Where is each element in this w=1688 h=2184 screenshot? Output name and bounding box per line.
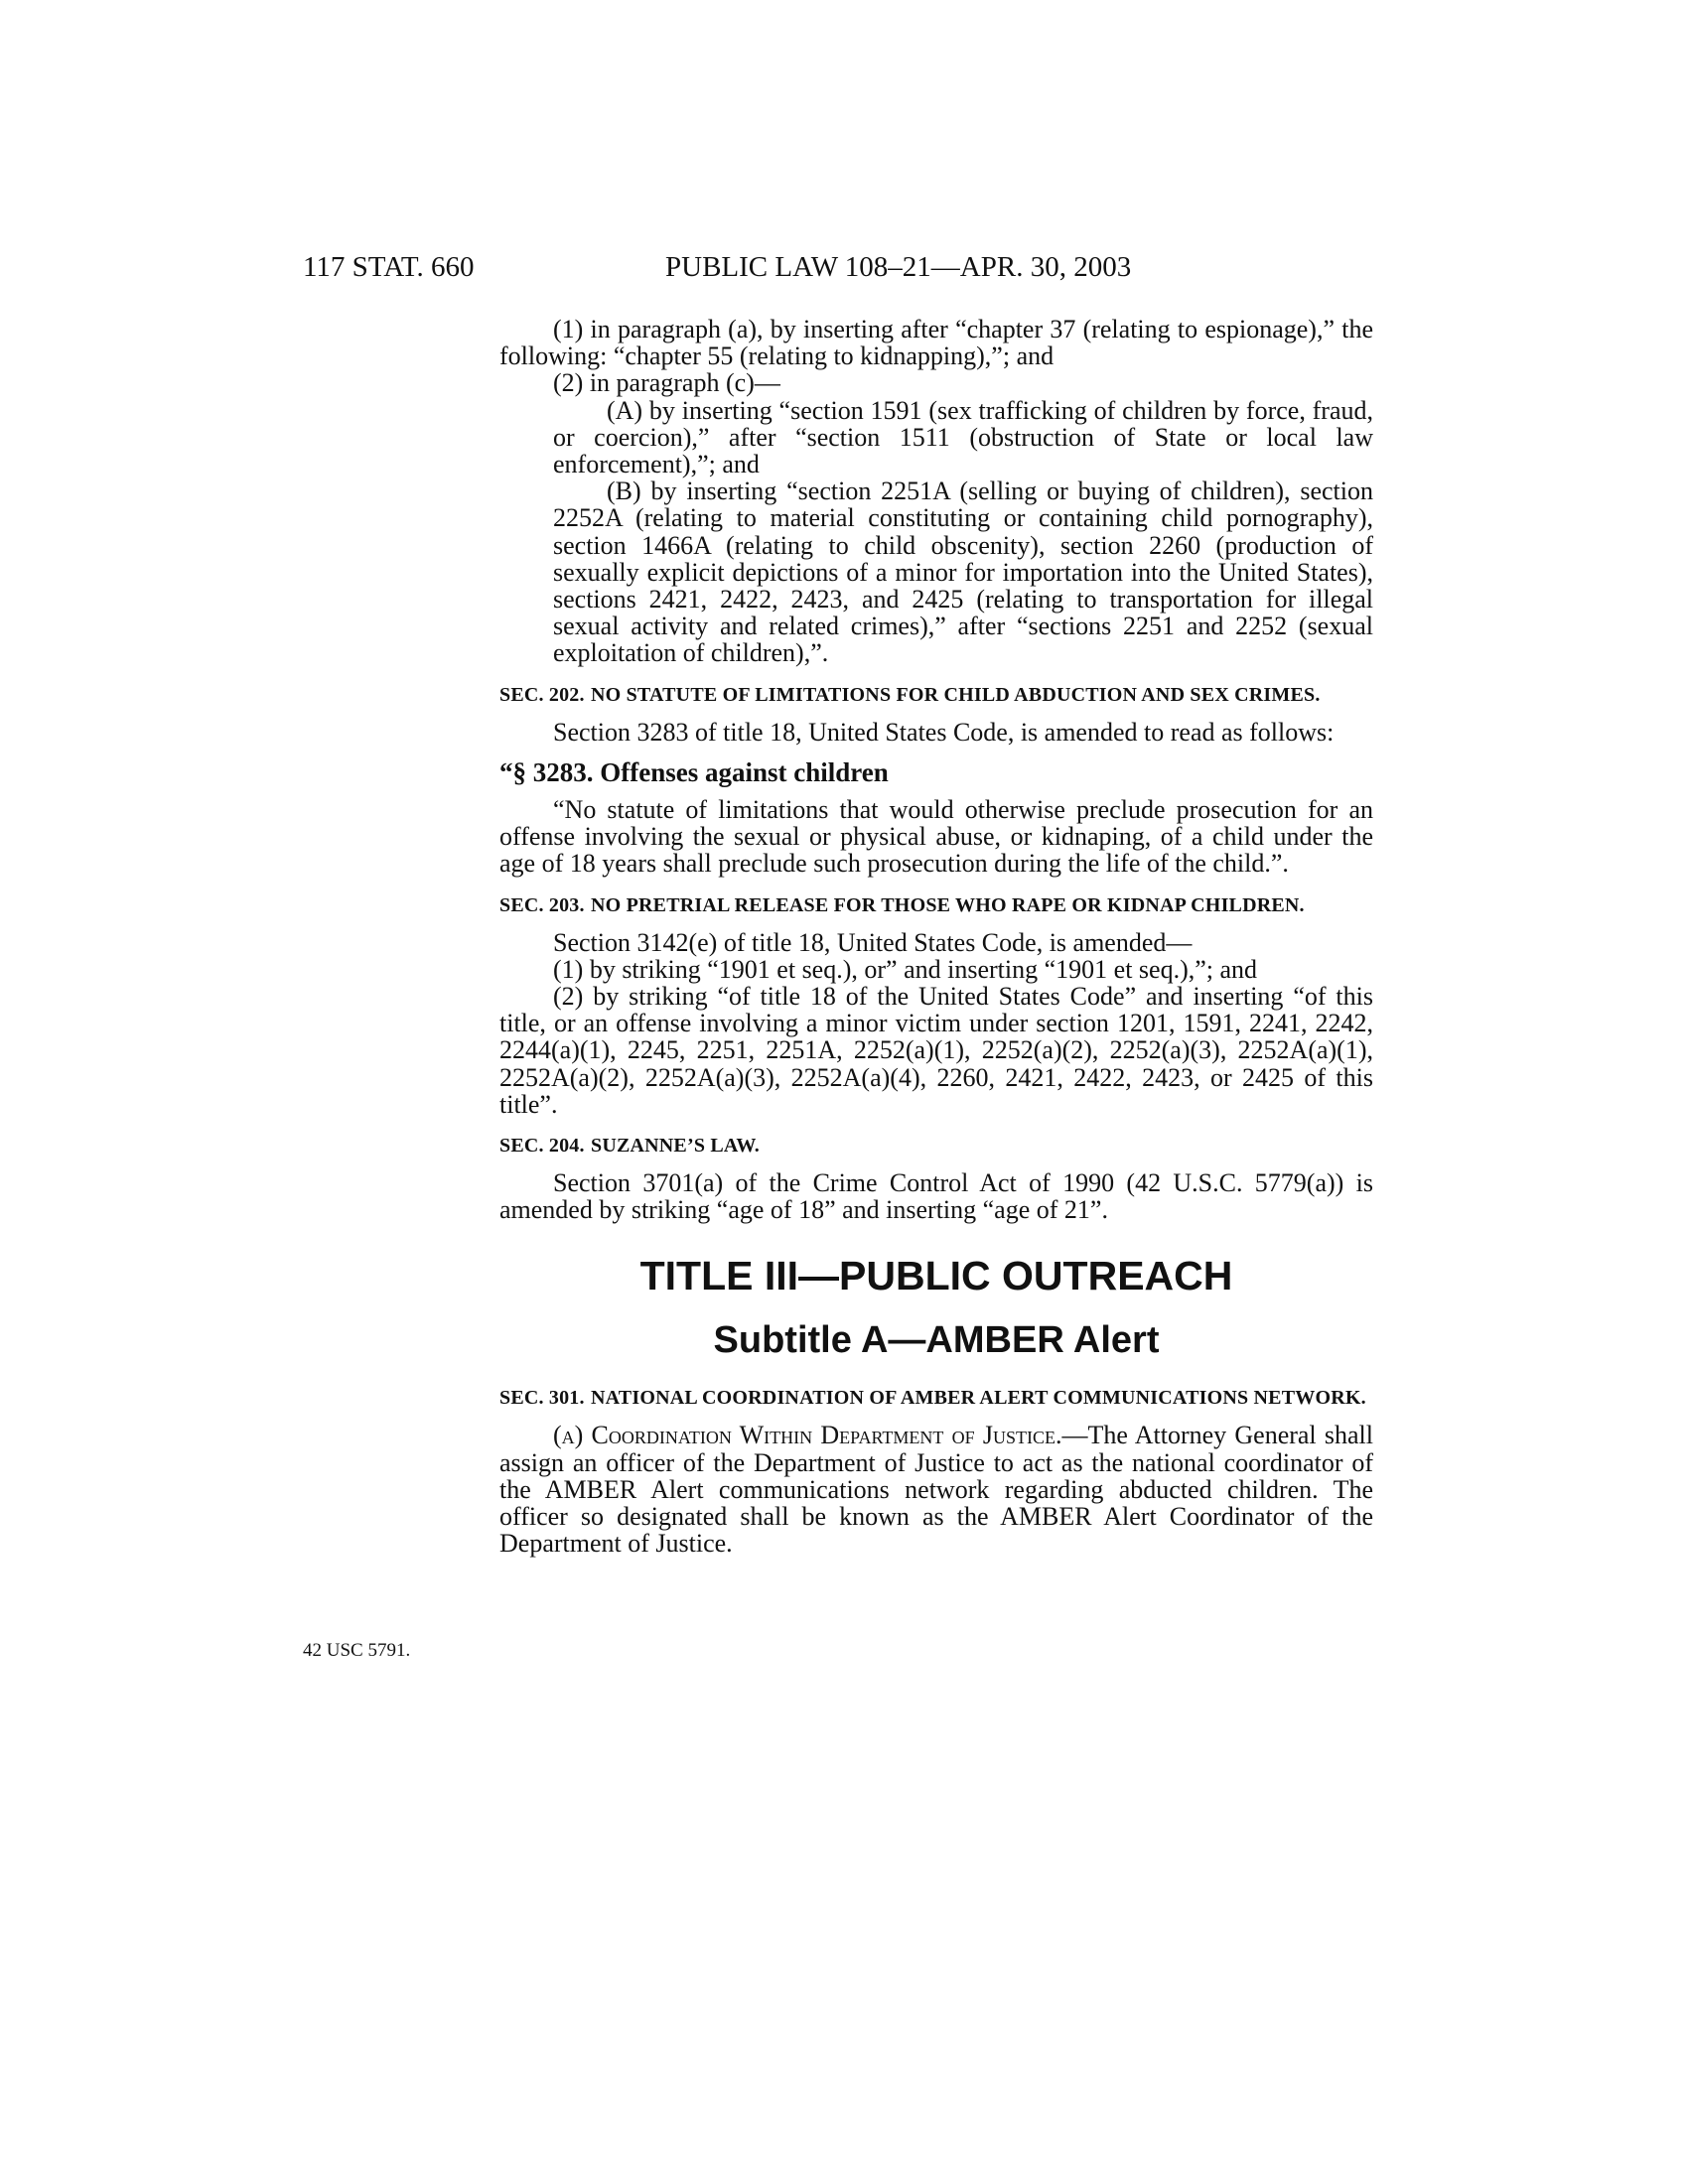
section-202-body: Section 3283 of title 18, United States Code, is amended to read as follows:	[553, 717, 1335, 747]
subparagraph-a: (A) by inserting “section 1591 (sex trafficking of children by force, fraud, or coercion),” after “section 1511 (obstruction of State or local law enforcement),”; and	[553, 395, 1373, 479]
section-202-heading	[499, 683, 1373, 707]
subparagraph-b: (B) by inserting “section 2251A (selling or buying of children), section 2252A (relating to material constituting or containing child pornography), section 1466A (relating to child obscenity), section 2260 (production of sexually explicit depictions of a minor for importation into the United States), sections 2421, 2422, 2423, and 2425 (relating to transportation for illegal sexual activity and related crimes),” after “sections 2251 and 2252 (sexual exploitation of children),”.	[553, 477, 1373, 668]
section-3283-text: “No statute of limitations that would otherwise preclude prosecution for an offense involving the sexual or physical abuse, or kidnaping, of a child under the age of 18 years shall preclude such prosecution during the life of the child.”.	[499, 795, 1373, 879]
page-header	[0, 251, 1688, 291]
section-title: NO PRETRIAL RELEASE FOR THOSE WHO RAPE OR KIDNAP CHILDREN.	[591, 893, 1305, 916]
title-heading: TITLE III—PUBLIC OUTREACH	[639, 1253, 1233, 1299]
section-301-subsection-a	[499, 1422, 1373, 1557]
section-301-heading	[499, 1386, 1373, 1410]
section-204-heading	[499, 1134, 1373, 1158]
stat-page-number: 117 STAT. 660	[303, 251, 475, 283]
margin-citation: 42 USC 5791.	[303, 1640, 411, 1661]
main-text-column	[499, 316, 1373, 1558]
section-number: SEC. 301.	[499, 1387, 585, 1410]
section-204-body: Section 3701(a) of the Crime Control Act of 1990 (42 U.S.C. 5779(a)) is amended by striking “age of 18” and inserting “age of 21”.	[499, 1168, 1373, 1225]
section-title: SUZANNE’S LAW.	[591, 1135, 760, 1158]
section-number: SEC. 202.	[499, 683, 585, 706]
subsection-text: —The Attorney General shall assign an officer of the Department of Justice to act as the national coordinator of the AMBER Alert communications network regarding abducted children. The officer so designated shall be known as the AMBER Alert Coordinator of the Department of Justice.	[499, 1421, 1373, 1559]
section-number: SEC. 204.	[499, 1135, 585, 1158]
section-title: NO STATUTE OF LIMITATIONS FOR CHILD ABDUCTION AND SEX CRIMES.	[591, 683, 1321, 706]
paragraph-1: (1) in paragraph (a), by inserting after “chapter 37 (relating to espionage),” the following: “chapter 55 (relating to kidnapping),”; and	[499, 315, 1373, 371]
subtitle-heading: Subtitle A—AMBER Alert	[713, 1319, 1160, 1362]
running-title: PUBLIC LAW 108–21—APR. 30, 2003	[665, 251, 1132, 283]
section-title: NATIONAL COORDINATION OF AMBER ALERT COMMUNICATIONS NETWORK.	[591, 1387, 1366, 1410]
section-203-paragraph-2: (2) by striking “of title 18 of the United States Code” and inserting “of this title, or an offense involving a minor victim under section 1201, 1591, 2241, 2242, 2244(a)(1), 2245, 2251, 2251A, 2252(a)(1), 2252(a)(2), 2252(a)(3), 2252A(a)(1), 2252A(a)(2), 2252A(a)(3), 2252A(a)(4), 2260, 2421, 2422, 2423, or 2425 of this title”.	[499, 982, 1373, 1119]
section-203-body: Section 3142(e) of title 18, United States Code, is amended—	[553, 927, 1193, 957]
section-203-heading	[499, 893, 1373, 917]
section-203-paragraph-1: (1) by striking “1901 et seq.), or” and inserting “1901 et seq.),”; and	[553, 954, 1258, 984]
paragraph-2: (2) in paragraph (c)—	[553, 368, 780, 398]
code-section-heading: “§ 3283. Offenses against children	[499, 756, 889, 787]
subsection-lead: (a) Coordination Within Department of Justice.	[553, 1421, 1062, 1450]
section-number: SEC. 203.	[499, 893, 585, 916]
